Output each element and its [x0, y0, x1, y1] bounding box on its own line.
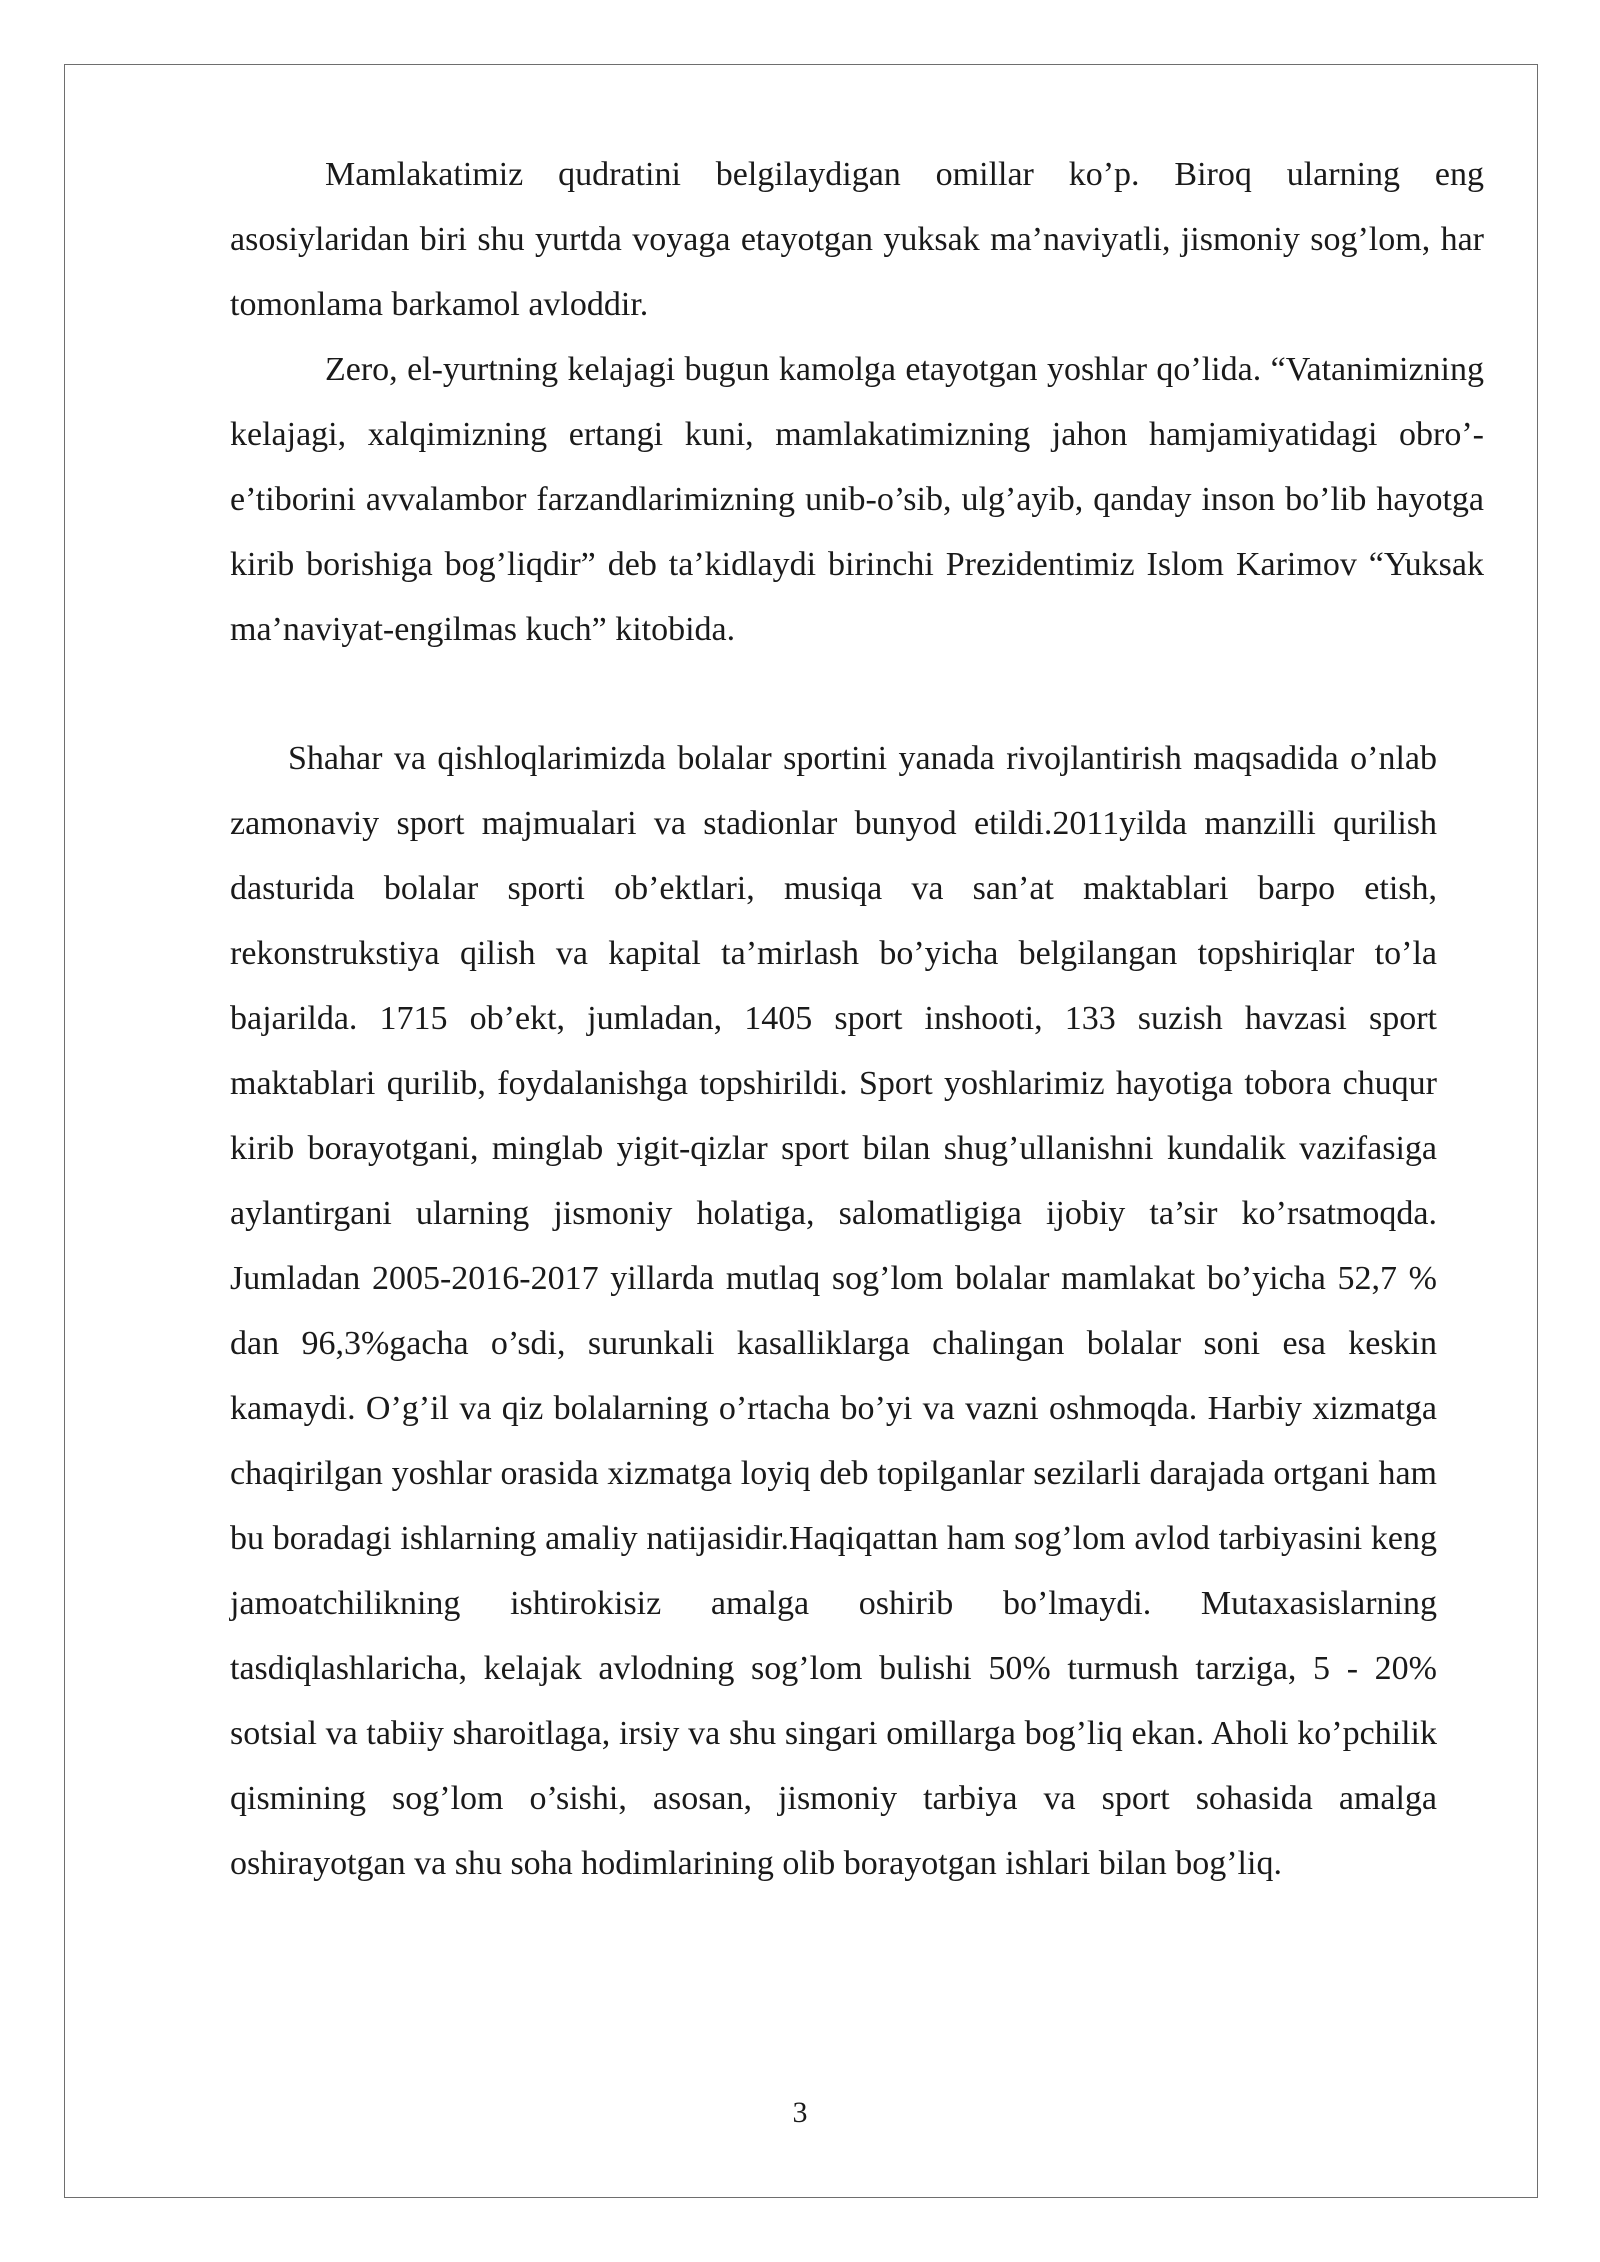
- paragraph-1: Mamlakatimiz qudratini belgilaydigan omillar ko’p. Biroq ularning eng asosiylaridan biri shu yurtda voyaga etayotgan yuksak ma’naviyatli, jismoniy sog’lom, har tomonlama barkamol avloddir.: [230, 156, 1484, 323]
- page-number: 3: [792, 2096, 808, 2129]
- paragraph-2: Zero, el-yurtning kelajagi bugun kamolga etayotgan yoshlar qo’lida. “Vatanimizning kelajagi, xalqimizning ertangi kuni, mamlakatimizning jahon hamjamiyatidagi obro’-e’tiborini avvalambor farzandlarimizning unib-o’sib, ulg’ayib, qanday inson bo’lib hayotga kirib borishiga bog’liqdir” deb ta’kidlaydi birinchi Prezidentimiz Islom Karimov “Yuksak ma’naviyat-engilmas kuch” kitobida.: [230, 351, 1484, 648]
- paragraph-3: Shahar va qishloqlarimizda bolalar sportini yanada rivojlantirish maqsadida o’nlab zamonaviy sport majmualari va stadionlar bunyod etildi.2011yilda manzilli qurilish dasturida bolalar sporti ob’ektlari, musiqa va san’at maktablari barpo etish, rekonstrukstiya qilish va kapital ta’mirlash bo’yicha belgilangan topshiriqlar to’la bajarilda. 1715 ob’ekt, jumladan, 1405 sport inshooti, 133 suzish havzasi sport maktablari qurilib, foydalanishga topshirildi. Sport yoshlarimiz hayotiga tobora chuqur kirib borayotgani, minglab yigit-qizlar sport bilan shug’ullanishni kundalik vazifasiga aylantirgani ularning jismoniy holatiga, salomatligiga ijobiy ta’sir ko’rsatmoqda. Jumladan 2005-2016-2017 yillarda mutlaq sog’lom bolalar mamlakat bo’yicha 52,7 % dan 96,3%gacha o’sdi, surunkali kasalliklarga chalingan bolalar soni esa keskin kamaydi. O’g’il va qiz bolalarning o’rtacha bo’yi va vazni oshmoqda. Harbiy xizmatga chaqirilgan yoshlar orasida xizmatga loyiq deb topilganlar sezilarli darajada ortgani ham bu boradagi ishlarning amaliy natijasidir.Haqiqattan ham sog’lom avlod tarbiyasini keng jamoatchilikning ishtirokisiz amalga oshirib bo’lmaydi. Mutaxasislarning tasdiqlashlaricha, kelajak avlodning sog’lom bulishi 50% turmush tarziga, 5 - 20% sotsial va tabiiy sharoitlaga, irsiy va shu singari omillarga bog’liq ekan. Aholi ko’pchilik qismining sog’lom o’sishi, asosan, jismoniy tarbiya va sport sohasida amalga oshirayotgan va shu soha hodimlarining olib borayotgan ishlari bilan bog’liq.: [230, 740, 1437, 1882]
